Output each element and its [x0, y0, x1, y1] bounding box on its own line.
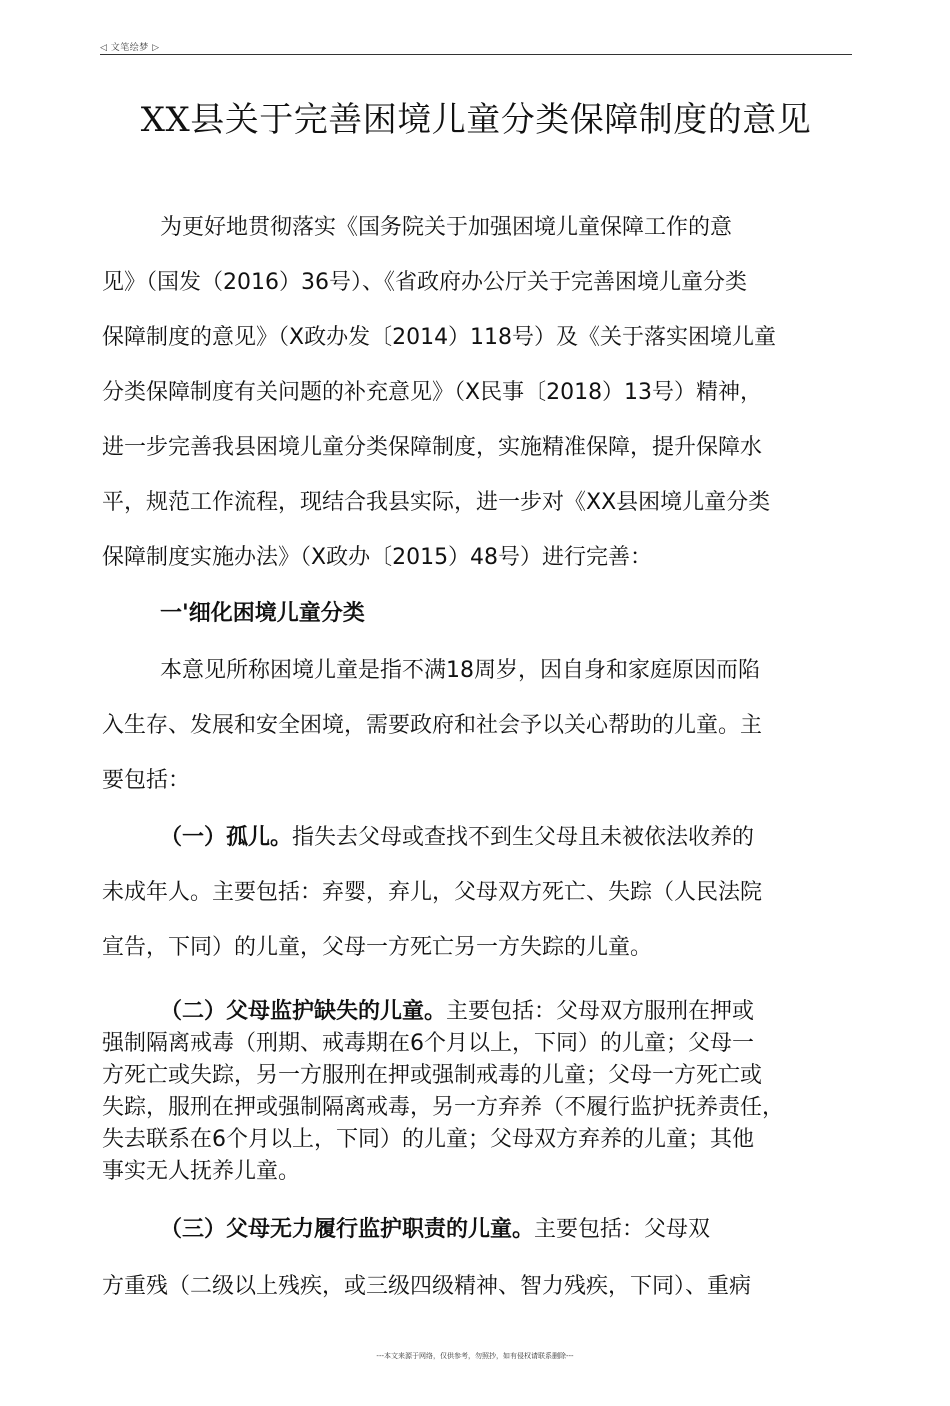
- section1-heading: 一'细化困境儿童分类: [160, 601, 365, 626]
- item2-line: 失去联系在6个月以上，下同）的儿童；父母双方弃养的儿童；其他: [102, 1127, 754, 1152]
- intro-line: 分类保障制度有关问题的补充意见》（X民事〔2018）13号）精神，: [102, 380, 763, 405]
- item2-line: 强制隔离戒毒（刑期、戒毒期在6个月以上，下同）的儿童；父母一: [102, 1031, 754, 1056]
- definition-line: 本意见所称困境儿童是指不满18周岁，因自身和家庭原因而陷: [160, 658, 760, 683]
- intro-line: 平，规范工作流程，现结合我县实际，进一步对《XX县困境儿童分类: [102, 490, 771, 515]
- definition-line: 入生存、发展和安全困境，需要政府和社会予以关心帮助的儿童。主: [102, 713, 763, 738]
- item2-line: 事实无人抚养儿童。: [102, 1159, 301, 1184]
- definition-line: 要包括：: [102, 768, 191, 793]
- item2-text: 主要包括：父母双方服刑在押或: [446, 999, 755, 1024]
- intro-line: 保障制度的意见》（X政办发〔2014）118号）及《关于落实困境儿童: [102, 325, 777, 350]
- item1-text: 指失去父母或查找不到生父母且未被依法收养的: [292, 825, 755, 850]
- intro-line: 进一步完善我县困境儿童分类保障制度，实施精准保障，提升保障水: [102, 435, 763, 460]
- item2-line: 失踪，服刑在押或强制隔离戒毒，另一方弃养（不履行监护抚养责任，: [102, 1095, 785, 1120]
- intro-line: 保障制度实施办法》（X政办〔2015）48号）进行完善：: [102, 545, 653, 570]
- item1-line: 宣告，下同）的儿童，父母一方死亡另一方失踪的儿童。: [102, 935, 653, 960]
- page-header: [100, 38, 852, 56]
- item1-label: （一）孤儿。: [160, 825, 293, 850]
- header-rule: [100, 54, 852, 55]
- item2-label: （二）父母监护缺失的儿童。: [160, 999, 447, 1024]
- item2-line: 方死亡或失踪，另一方服刑在押或强制戒毒的儿童；父母一方死亡或: [102, 1063, 763, 1088]
- item1-line: 未成年人。主要包括：弃婴，弃儿，父母双方死亡、失踪（人民法院: [102, 880, 763, 905]
- item3-text: 主要包括：父母双: [534, 1217, 711, 1242]
- page-footer: ---本文来源于网络，仅供参考，勿照抄，如有侵权请联系删除---: [376, 1352, 574, 1360]
- document-title: XX县关于完善困境儿童分类保障制度的意见: [140, 100, 812, 140]
- item3-line: 方重残（二级以上残疾，或三级四级精神、智力残疾，下同）、重病: [102, 1274, 752, 1299]
- intro-line: 为更好地贯彻落实《国务院关于加强困境儿童保障工作的意: [160, 215, 733, 240]
- header-text: ◁ 文笔绘梦 ▷: [100, 43, 160, 53]
- intro-line: 见》（国发（2016）36号）、《省政府办公厅关于完善困境儿童分类: [102, 270, 747, 295]
- item3-label: （三）父母无力履行监护职责的儿童。: [160, 1217, 535, 1242]
